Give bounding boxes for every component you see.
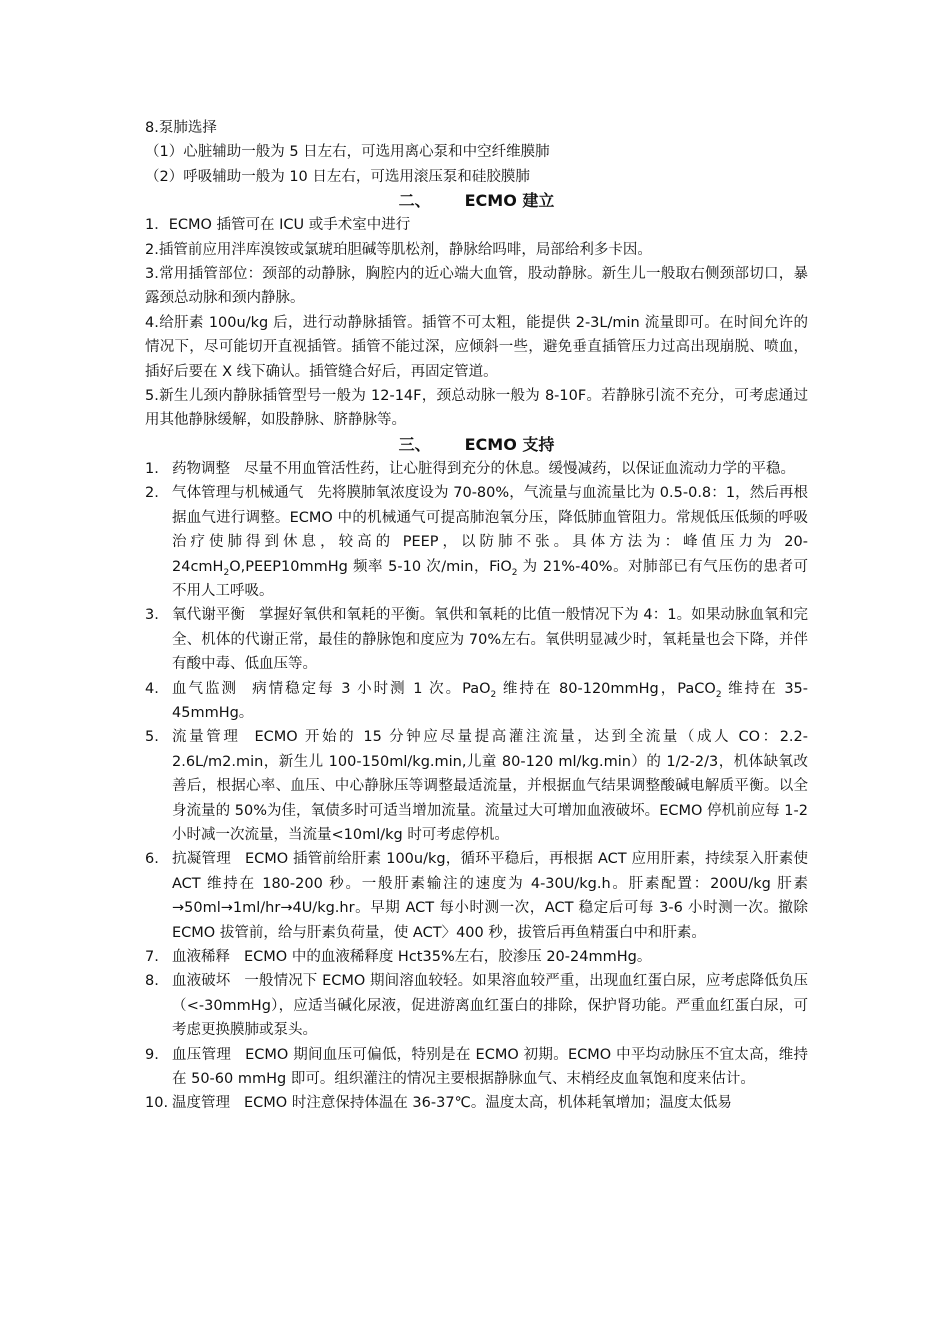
item-title: 气体管理与机械通气 xyxy=(172,485,304,502)
item-title: 血液稀释 xyxy=(172,949,230,965)
item-title: 抗凝管理 xyxy=(172,851,231,868)
subscript: 2 xyxy=(511,567,518,578)
list-item xyxy=(145,847,808,945)
item-body: ECMO 时注意保持体温在 36-37℃。温度太高，机体耗氧增加；温度太低易 xyxy=(244,1095,732,1112)
list-item xyxy=(145,677,808,726)
document-page xyxy=(145,116,808,1116)
item-number: 1. xyxy=(145,460,159,477)
section-2-para-3: 3.常用插管部位：颈部的动静脉，胸腔内的近心端大血管，股动静脉。新生儿一般取右侧颈部切口，暴露颈总动脉和颈内静脉。 xyxy=(145,266,808,307)
item-number: 9. xyxy=(145,1046,159,1063)
item-number: 5. xyxy=(145,729,159,746)
item-number: 10. xyxy=(145,1095,169,1112)
support-list xyxy=(145,457,808,1116)
section-2-para-1: 1．ECMO 插管可在 ICU 或手术室中进行 xyxy=(145,217,411,234)
item-number: 7. xyxy=(145,949,159,965)
item-body: ECMO 期间血压可偏低，特别是在 ECMO 初期。ECMO 中平均动脉压不宜太高，维持在 50-60 mmHg 即可。组织灌注的情况主要根据静脉血气、末梢经皮血氧饱和度来估计。 xyxy=(172,1046,808,1088)
pump-section-title: 8.泵肺选择 xyxy=(145,120,217,136)
item-number: 8. xyxy=(145,973,159,990)
item-body: ECMO 中的血液稀释度 Hct35%左右，胶渗压 20-24mmHg。 xyxy=(244,949,652,965)
item-number: 6. xyxy=(145,851,159,868)
section-2-para-5: 5.新生儿颈内静脉插管型号一般为 12-14F，颈总动脉一般为 8-10F。若静脉引流不充分，可考虑通过用其他静脉缓解，如股静脉、脐静脉等。 xyxy=(145,388,808,429)
subscript: 2 xyxy=(490,689,497,700)
item-number: 2. xyxy=(145,485,159,502)
subscript: 2 xyxy=(223,567,230,578)
pump-line-1: （1）心脏辅助一般为 5 日左右，可选用离心泵和中空纤维膜肺 xyxy=(145,144,550,161)
list-item xyxy=(145,969,808,1042)
item-title: 药物调整 xyxy=(172,460,230,477)
list-item xyxy=(145,1043,808,1092)
item-number: 4. xyxy=(145,680,159,697)
section-3-keyword: ECMO xyxy=(464,434,517,454)
item-title: 血液破坏 xyxy=(172,973,231,990)
item-body-part-a: 先将膜肺氧浓度设为 70-80%，气流量与血流量比为 0.5-0.8：1，然后再根据血气进行调整。ECMO 中的机械通气可提高肺泡氧分压，降低肺血管阻力。常规低压低频的呼吸治疗使肺得到休息，较高的 PEEP，以防肺不张。具体方法为：峰值压力为 20-24cmH xyxy=(172,485,808,575)
item-body: 掌握好氧供和氧耗的平衡。氧供和氧耗的比值一般情况下为 4：1。如果动脉血氧和完全、机体的代谢正常，最佳的静脉饱和度应为 70%左右。氧供明显减少时，氧耗量也会下降，并伴有酸中毒、低血压等。 xyxy=(172,607,808,673)
list-item xyxy=(145,1091,808,1115)
item-body: 一般情况下 ECMO 期间溶血较轻。如果溶血较严重，出现血红蛋白尿，应考虑降低负压（<-30mmHg），应适当碱化尿液，促进游离血红蛋白的排除，保护肾功能。严重血红蛋白尿，可考虑更换膜肺或泵头。 xyxy=(172,973,808,1039)
pump-line-2: （2）呼吸辅助一般为 10 日左右，可选用滚压泵和硅胶膜肺 xyxy=(145,168,530,185)
section-2-word: 建立 xyxy=(516,191,555,211)
item-body-part-a: 病情稳定每 3 小时测 1 次。PaO xyxy=(252,680,491,697)
item-title: 流量管理 xyxy=(172,729,241,746)
list-item xyxy=(145,481,808,603)
item-body-part-b: O,PEEP10mmHg 频率 5-10 次/min，FiO xyxy=(229,558,512,575)
item-body-part-b: 维持在 80-120mmHg，PaCO xyxy=(496,680,716,697)
item-title: 血压管理 xyxy=(172,1046,232,1063)
item-title: 温度管理 xyxy=(172,1095,230,1112)
item-body-part-c: 维持在 35-45mmHg。 xyxy=(172,680,809,721)
section-2-number: 二、 xyxy=(398,191,431,211)
item-number: 3. xyxy=(145,607,159,624)
item-title: 氧代谢平衡 xyxy=(172,607,246,624)
item-body: ECMO 插管前给肝素 100u/kg，循环平稳后，再根据 ACT 应用肝素，持续泵入肝素使 ACT 维持在 180-200 秒。一般肝素输注的速度为 4-30U/kg.h。肝素配置：200U/kg 肝素→50ml→1ml/hr→4U/kg.hr。早期 ACT 每小时测一次，ACT 稳定后可每 3-6 小时测一次。撤除 ECMO 拔管前，给与肝素负荷量，使 ACT〉400 秒，拔管后再鱼精蛋白中和肝素。 xyxy=(172,851,808,941)
item-body: 尽量不用血管活性药，让心脏得到充分的休息。缓慢减药，以保证血流动力学的平稳。 xyxy=(244,460,795,477)
section-3-word: 支持 xyxy=(516,434,555,454)
section-3-heading xyxy=(145,433,808,457)
section-2-keyword: ECMO xyxy=(464,191,517,211)
list-item xyxy=(145,725,808,847)
item-body: ECMO 开始的 15 分钟应尽量提高灌注流量，达到全流量（成人 CO：2.2-2.6L/m2.min，新生儿 100-150ml/kg.min,儿童 80-120 ml/kg.min）的 1/2-2/3，机体缺氧改善后，根据心率、血压、中心静脉压等调整最适流量，并根据血气结果调整酸碱电解质平衡。以全身流量的 50%为佳，氧债多时可适当增加流量。流量过大可增加血液破坏。ECMO 停机前应每 1-2 小时减一次流量，当流量<10ml/kg 时可考虑停机。 xyxy=(172,729,808,843)
section-2-heading xyxy=(145,189,808,213)
section-2-para-4: 4.给肝素 100u/kg 后，进行动静脉插管。插管不可太粗，能提供 2-3L/min 流量即可。在时间允许的情况下，尽可能切开直视插管。插管不能过深，应倾斜一些，避免垂直插管压力过高出现崩脱、喷血，插好后要在 X 线下确认。插管缝合好后，再固定管道。 xyxy=(145,314,808,380)
list-item xyxy=(145,457,808,481)
subscript: 2 xyxy=(715,689,722,700)
item-body-part-c: 为 21%-40%。对肺部已有气压伤的患者可不用人工呼吸。 xyxy=(172,558,808,599)
section-2-para-2: 2.插管前应用泮库溴铵或氯琥珀胆碱等肌松剂，静脉给吗啡，局部给利多卡因。 xyxy=(145,241,652,258)
section-3-number: 三、 xyxy=(398,434,431,454)
list-item xyxy=(145,945,808,969)
list-item xyxy=(145,603,808,676)
item-title: 血气监测 xyxy=(172,680,239,697)
